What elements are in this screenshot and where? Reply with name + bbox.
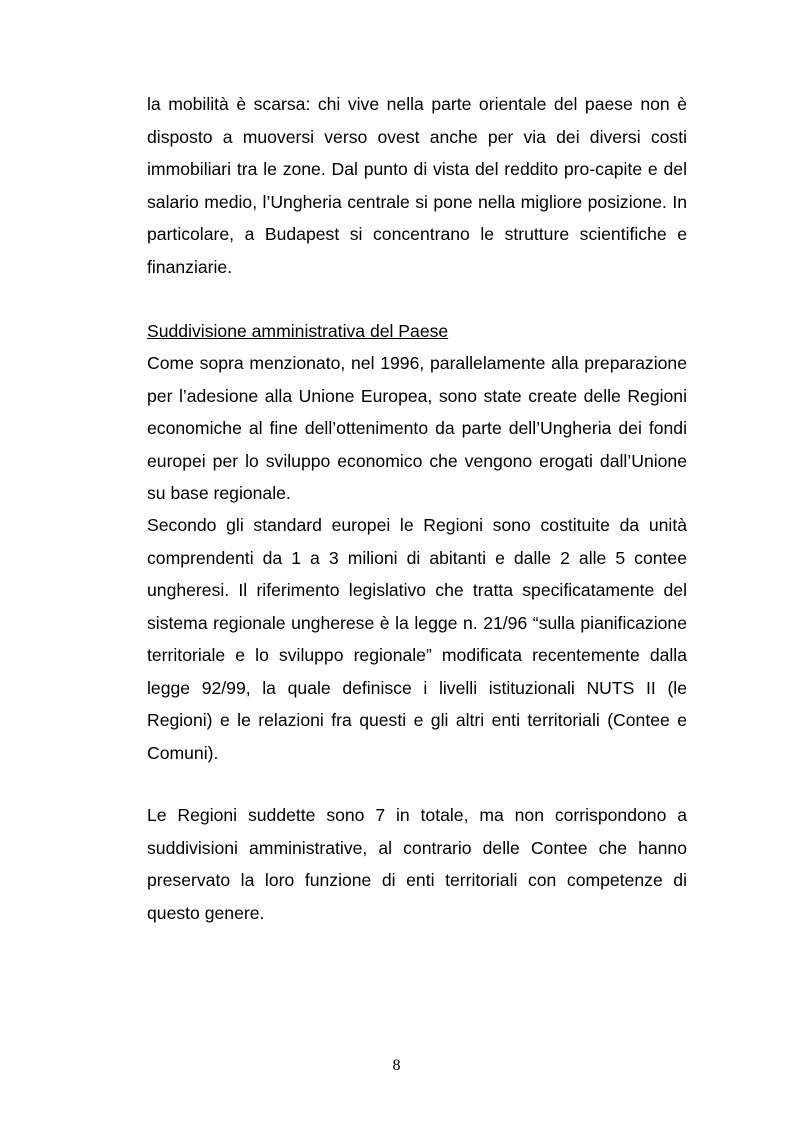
body-paragraph-mobility (147, 88, 687, 283)
page-number: 8 (392, 1057, 401, 1074)
paragraph-text: Le Regioni suddette sono 7 in totale, ma non corrispondono a suddivisioni amministrative, al contrario delle Contee che hanno preservato la loro funzione di enti territoriali con competenze di questo genere. (147, 805, 687, 923)
body-paragraph-regions-total (147, 799, 687, 929)
body-paragraph-regions-creation (147, 347, 687, 510)
section-heading: Suddivisione amministrativa del Paese (147, 321, 449, 341)
paragraph-text: la mobilità è scarsa: chi vive nella parte orientale del paese non è disposto a muoversi verso ovest anche per via dei diversi costi immobiliari tra le zone. Dal punto di vista del reddito pro-capite e del salario medio, l’Ungheria centrale si pone nella migliore posizione. In particolare, a Budapest si concentrano le strutture scientifiche e finanziarie. (147, 94, 687, 277)
paragraph-text: Come sopra menzionato, nel 1996, parallelamente alla preparazione per l’adesione alla Unione Europea, sono state create delle Regioni economiche al fine dell’ottenimento da parte dell’Ungheria dei fondi europei per lo sviluppo economico che vengono erogati dall’Unione su base regionale. (147, 353, 687, 503)
paragraph-text: Secondo gli standard europei le Regioni sono costituite da unità comprendenti da 1 a 3 milioni di abitanti e dalle 2 alle 5 contee ungheresi. Il riferimento legislativo che tratta specificatamente del sistema regionale ungherese è la legge n. 21/96 “sulla pianificazione territoriale e lo sviluppo regionale” modificata recentemente dalla legge 92/99, la quale definisce i livelli istituzionali NUTS II (le Regioni) e le relazioni fra questi e gli altri enti territoriali (Contee e Comuni). (147, 515, 687, 763)
body-paragraph-eu-standards (147, 509, 687, 769)
